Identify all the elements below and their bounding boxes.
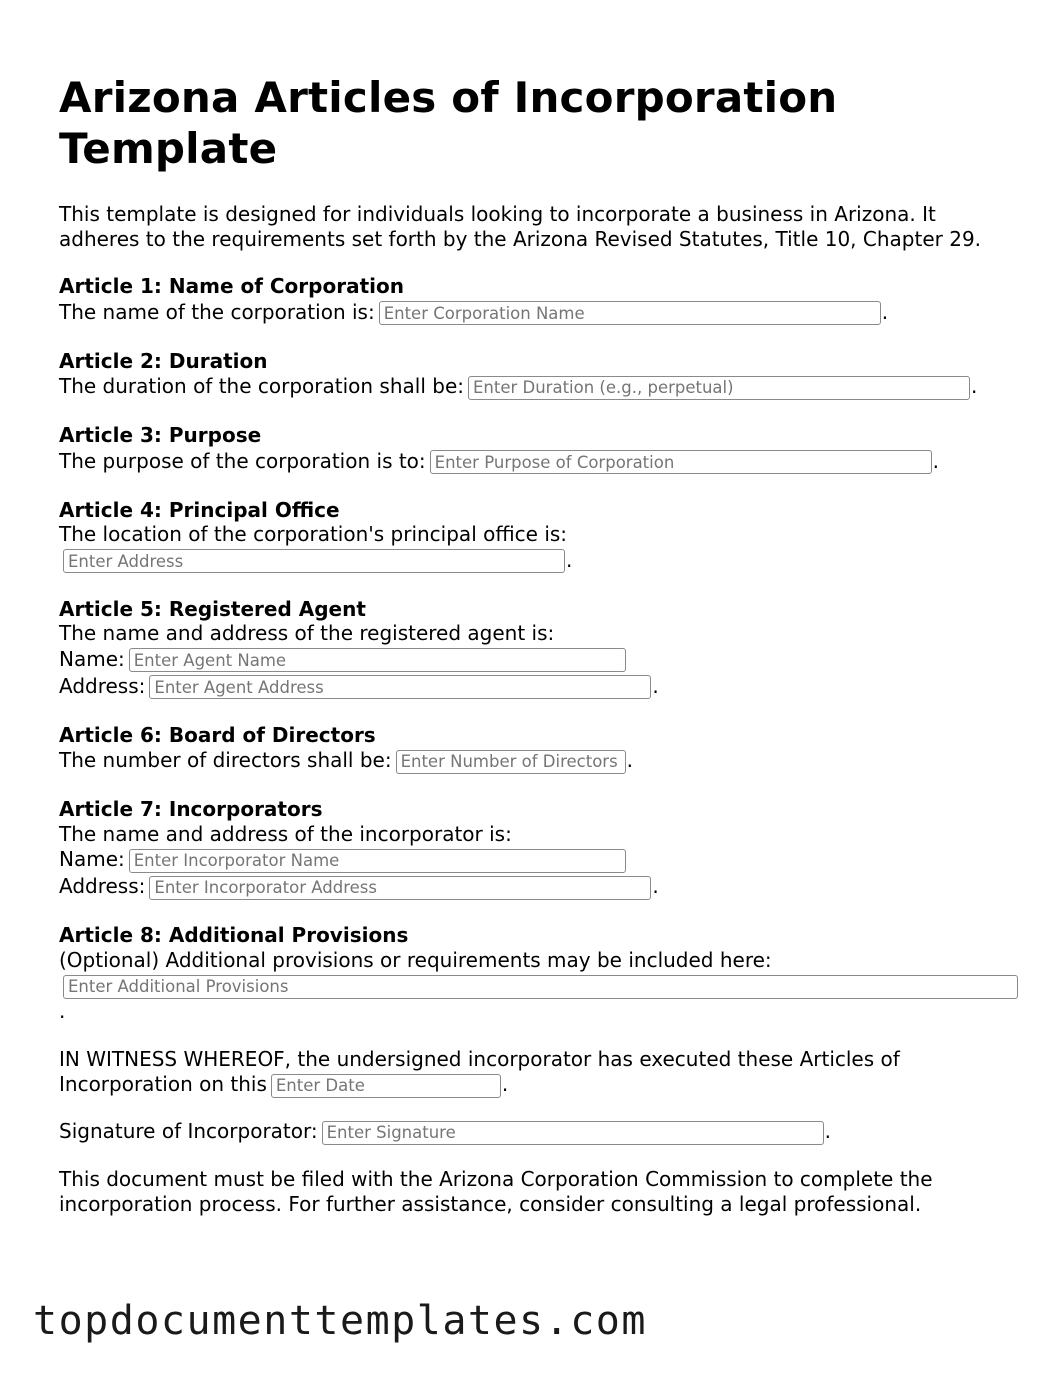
duration-input[interactable] [468,376,970,400]
purpose-input[interactable] [430,450,932,474]
article-8-title: Article 8: Additional Provisions [59,923,409,947]
intro-paragraph: This template is designed for individuals looking to incorporate a business in Arizona. It adheres to the requirements set forth by the Arizona Revised Statutes, Title 10, Chapter 29. [59,202,982,251]
period: . [626,748,633,772]
article-1-label: The name of the corporation is: [59,299,375,324]
article-8-label: (Optional) Additional provisions or requirements may be included here: [59,947,772,972]
witness-text-line2: Incorporation on this [59,1072,267,1096]
article-6 [59,723,1019,775]
signature-input[interactable] [322,1121,824,1145]
period: . [566,547,573,572]
agent-name-label: Name: [59,646,125,671]
agent-address-input[interactable] [149,675,651,699]
corporation-name-input[interactable] [379,301,881,325]
article-6-title: Article 6: Board of Directors [59,722,376,747]
page-title: Arizona Articles of Incorporation Template [59,73,838,173]
article-7 [59,797,1019,900]
witness-section [59,1047,1019,1099]
period: . [501,1072,509,1096]
article-6-label: The number of directors shall be: [59,748,392,772]
article-3-label: The purpose of the corporation is to: [59,448,426,473]
agent-address-label: Address: [59,673,146,698]
period: . [932,448,940,473]
article-4-title: Article 4: Principal Office [59,497,340,522]
incorporator-name-label: Name: [59,847,125,871]
article-7-title: Article 7: Incorporators [59,797,323,821]
article-4-label: The location of the corporation's principal office is: [59,522,568,546]
period: . [59,999,66,1023]
incorporator-name-input[interactable] [129,849,626,873]
watermark: topdocumenttemplates.com [33,1298,647,1344]
article-3 [59,423,1019,475]
agent-name-input[interactable] [129,648,626,672]
article-5-title: Article 5: Registered Agent [59,596,366,621]
article-5-label: The name and address of the registered agent is: [59,621,555,645]
article-2-label: The duration of the corporation shall be: [59,374,464,398]
signature-row [59,1118,1019,1145]
period: . [881,299,889,324]
period: . [824,1119,831,1143]
additional-provisions-input[interactable] [63,975,1018,999]
principal-office-address-input[interactable] [63,549,565,573]
witness-text-line1: IN WITNESS WHEREOF, the undersigned incorporator has executed these Articles of [59,1046,900,1071]
number-of-directors-input[interactable] [396,750,626,774]
date-input[interactable] [271,1074,501,1098]
article-1 [59,274,1019,326]
document-page [59,72,1019,1216]
article-1-title: Article 1: Name of Corporation [59,274,404,298]
article-2 [59,349,1019,401]
period: . [970,374,978,398]
incorporator-address-input[interactable] [149,876,651,900]
article-4 [59,498,1019,574]
article-8 [59,923,1019,1024]
period: . [652,874,659,898]
article-3-title: Article 3: Purpose [59,423,262,447]
incorporator-address-label: Address: [59,874,146,898]
article-2-title: Article 2: Duration [59,348,268,373]
signature-label: Signature of Incorporator: [59,1119,318,1143]
article-7-label: The name and address of the incorporator is: [59,821,512,846]
period: . [652,673,659,698]
article-5 [59,597,1019,700]
filing-note: This document must be filed with the Arizona Corporation Commission to complete the incorporation process. For further assistance, consider consulting a legal professional. [59,1167,933,1216]
